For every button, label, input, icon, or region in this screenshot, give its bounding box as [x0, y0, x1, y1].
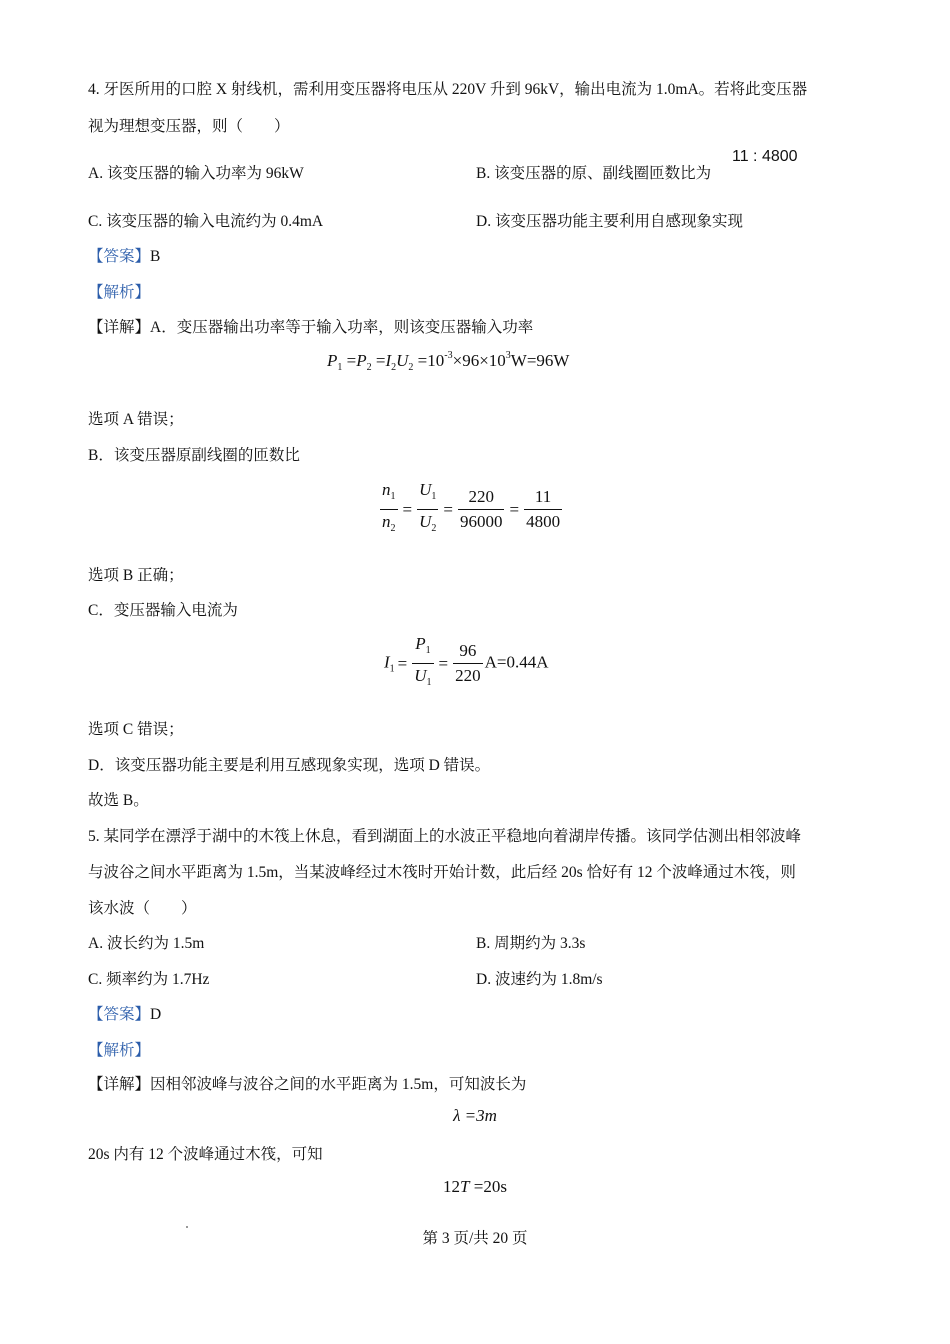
q4-d-text: D．该变压器功能主要是利用互感现象实现，选项 D 错误。 [88, 757, 491, 774]
q5-stem-line2: 与波谷之间水平距离为 1.5m，当某波峰经过木筏时开始计数，此后经 20s 恰好有 12 个波峰通过木筏，则 [88, 864, 796, 881]
detail-text: A．变压器输出功率等于输入功率，则该变压器输入功率 [150, 319, 534, 336]
answer-tag: 【答案】 [88, 248, 151, 265]
q4-a-wrong: 选项 A 错误； [88, 411, 184, 428]
answer-value: D [150, 1006, 162, 1023]
q5-detail-intro [88, 1075, 526, 1095]
detail-text: 因相邻波峰与波谷之间的水平距离为 1.5m，可知波长为 [150, 1076, 527, 1093]
q5-option-b: B. 周期约为 3.3s [476, 935, 586, 952]
answer-tag: 【答案】 [88, 1006, 151, 1023]
q4-analysis-tag: 【解析】 [88, 284, 151, 301]
q4-b-intro: B．该变压器原副线圈的匝数比 [88, 447, 300, 464]
answer-value: B [150, 248, 161, 265]
formula-turns-ratio: $\frac{n_1}{n_2}$ = $\frac{U_1}{U_2}$ = $\frac{220}{96000}$ = $\frac{11}{4800}$ [382, 480, 561, 534]
page-footer: 第 3 页/共 20 页 [422, 1230, 528, 1247]
q5-line-20s: 20s 内有 12 个波峰通过木筏，可知 [88, 1146, 323, 1163]
formula-power: $P_1 =P_2 =I_2U_2 =10^{-3}\times 96\times 10^3W=96W$ [327, 350, 570, 373]
q4-stem-line1: 4. 牙医所用的口腔 X 射线机，需利用变压器将电压从 220V 升到 96kV，输出电流为 1.0mA。若将此变压器 [88, 81, 808, 98]
q4-option-c: C. 该变压器的输入电流约为 0.4mA [88, 213, 324, 230]
q4-option-a: A. 该变压器的输入功率为 96kW [88, 165, 304, 182]
q5-stem-line1: 5. 某同学在漂浮于湖中的木筏上休息，看到湖面上的水波正平稳地向着湖岸传播。该同学估测出相邻波峰 [88, 828, 802, 845]
q4-option-d: D. 该变压器功能主要利用自感现象实现 [476, 213, 743, 230]
q4-conclusion: 故选 B。 [88, 792, 149, 809]
q5-option-c: C. 频率约为 1.7Hz [88, 971, 210, 988]
q4-detail-intro [88, 318, 533, 338]
q5-stem-line3: 该水波（ ） [88, 900, 197, 917]
q4-stem-line2: 视为理想变压器，则（ ） [88, 118, 290, 135]
q5-answer [88, 1005, 161, 1025]
formula-period: 12T =20s [443, 1177, 507, 1196]
detail-tag: 【详解】 [88, 1076, 151, 1093]
formula-wavelength: λ =3m [453, 1106, 497, 1125]
formula-input-current: $I_1$ = $\frac{P_1}{U_1}$ = $\frac{96}{220}$ A=0.44A [384, 634, 549, 688]
q5-option-a: A. 波长约为 1.5m [88, 935, 205, 952]
q4-b-right: 选项 B 正确； [88, 567, 184, 584]
q4-answer [88, 247, 160, 267]
detail-tag: 【详解】 [88, 319, 151, 336]
q4-option-b: B. 该变压器的原、副线圈匝数比为 [476, 165, 712, 182]
q4-option-b-ratio: 11 : 4800 [732, 148, 798, 165]
q5-option-d: D. 波速约为 1.8m/s [476, 971, 603, 988]
q5-analysis-tag: 【解析】 [88, 1042, 151, 1059]
q4-c-wrong: 选项 C 错误； [88, 721, 184, 738]
q4-c-intro: C．变压器输入电流为 [88, 602, 238, 619]
